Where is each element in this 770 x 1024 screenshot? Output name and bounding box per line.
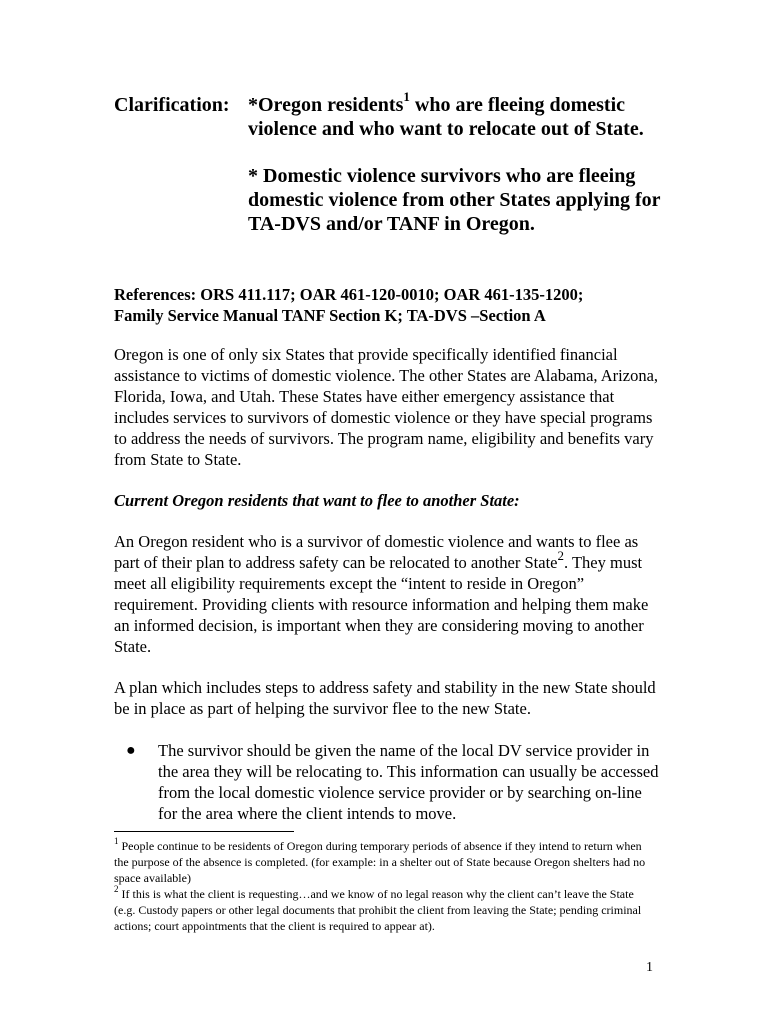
clarification-items [248, 89, 678, 236]
references-line-2: Family Service Manual TANF Section K; TA-DVS –Section A [114, 306, 546, 325]
bullet-text: The survivor should be given the name of the local DV service provider in the area they will be relocating to. This information can usually be accessed from the local domestic violence service provider or by searching on-line for the area where the client intends to move. [158, 741, 659, 823]
footnote-2 [114, 886, 654, 934]
paragraph-intro: Oregon is one of only six States that provide specifically identified financial assistance to victims of domestic violence. The other States are Alabama, Arizona, Florida, Iowa, and Utah. These States have either emergency assistance that includes services to survivors of domestic violence or they have special programs to address the needs of survivors. The program name, eligibility and benefits vary from State to State. [114, 345, 659, 469]
footnote-divider [114, 831, 294, 832]
bullet-icon: ● [126, 742, 136, 759]
paragraph-oregon-resident-text-cont: . They must meet all eligibility requirements except the “intent to reside in Oregon” requirement. Providing clients with resource information and helping them make an informed decision, is important when they are considering moving to another State. [114, 553, 649, 656]
section-heading: Current Oregon residents that want to flee to another State: [114, 491, 520, 510]
paragraph-plan: A plan which includes steps to address safety and stability in the new State should be in place as part of helping the survivor flee to the new State. [114, 678, 656, 718]
footnote-ref-2: 2 [557, 547, 564, 563]
footnote-text: People continue to be residents of Oregon during temporary periods of absence if they intend to return when the purpose of the absence is completed. (for example: in a shelter out of State because Oregon shelters had no space available) [114, 839, 646, 885]
references-line-1: References: ORS 411.117; OAR 461-120-0010; OAR 461-135-1200; [114, 285, 584, 304]
bullet-list [114, 740, 659, 824]
footnote-text: If this is what the client is requesting…and we know of no legal reason why the client can’t leave the State (e.g. Custody papers or other legal documents that prohibit the client from leaving the State; pending criminal actions; court appointments that the client is required to appear at). [114, 887, 642, 933]
paragraph-oregon-resident-text: An Oregon resident who is a survivor of domestic violence and wants to flee as part of their plan to address safety can be relocated to another State [114, 532, 639, 572]
footnote-1 [114, 838, 654, 886]
paragraph-oregon-resident [114, 531, 659, 657]
clarification-item-survivors-other-states: * Domestic violence survivors who are fleeing domestic violence from other States applying for TA-DVS and/or TANF in Oregon. [248, 165, 661, 235]
clarification-item-oregon-residents [248, 89, 678, 141]
clarification-label: Clarification: [114, 94, 230, 116]
footnote-number: 1 [114, 836, 119, 846]
page-number: 1 [646, 960, 653, 975]
clarification-item-1-text: *Oregon residents [248, 94, 404, 116]
clarification-item-1-text-cont: who are fleeing domestic violence and who want to relocate out of State. [248, 94, 644, 140]
footnote-number: 2 [114, 884, 119, 894]
list-item [114, 740, 659, 824]
references [114, 284, 674, 326]
footnote-ref-1: 1 [403, 89, 410, 105]
footnotes [114, 838, 654, 934]
